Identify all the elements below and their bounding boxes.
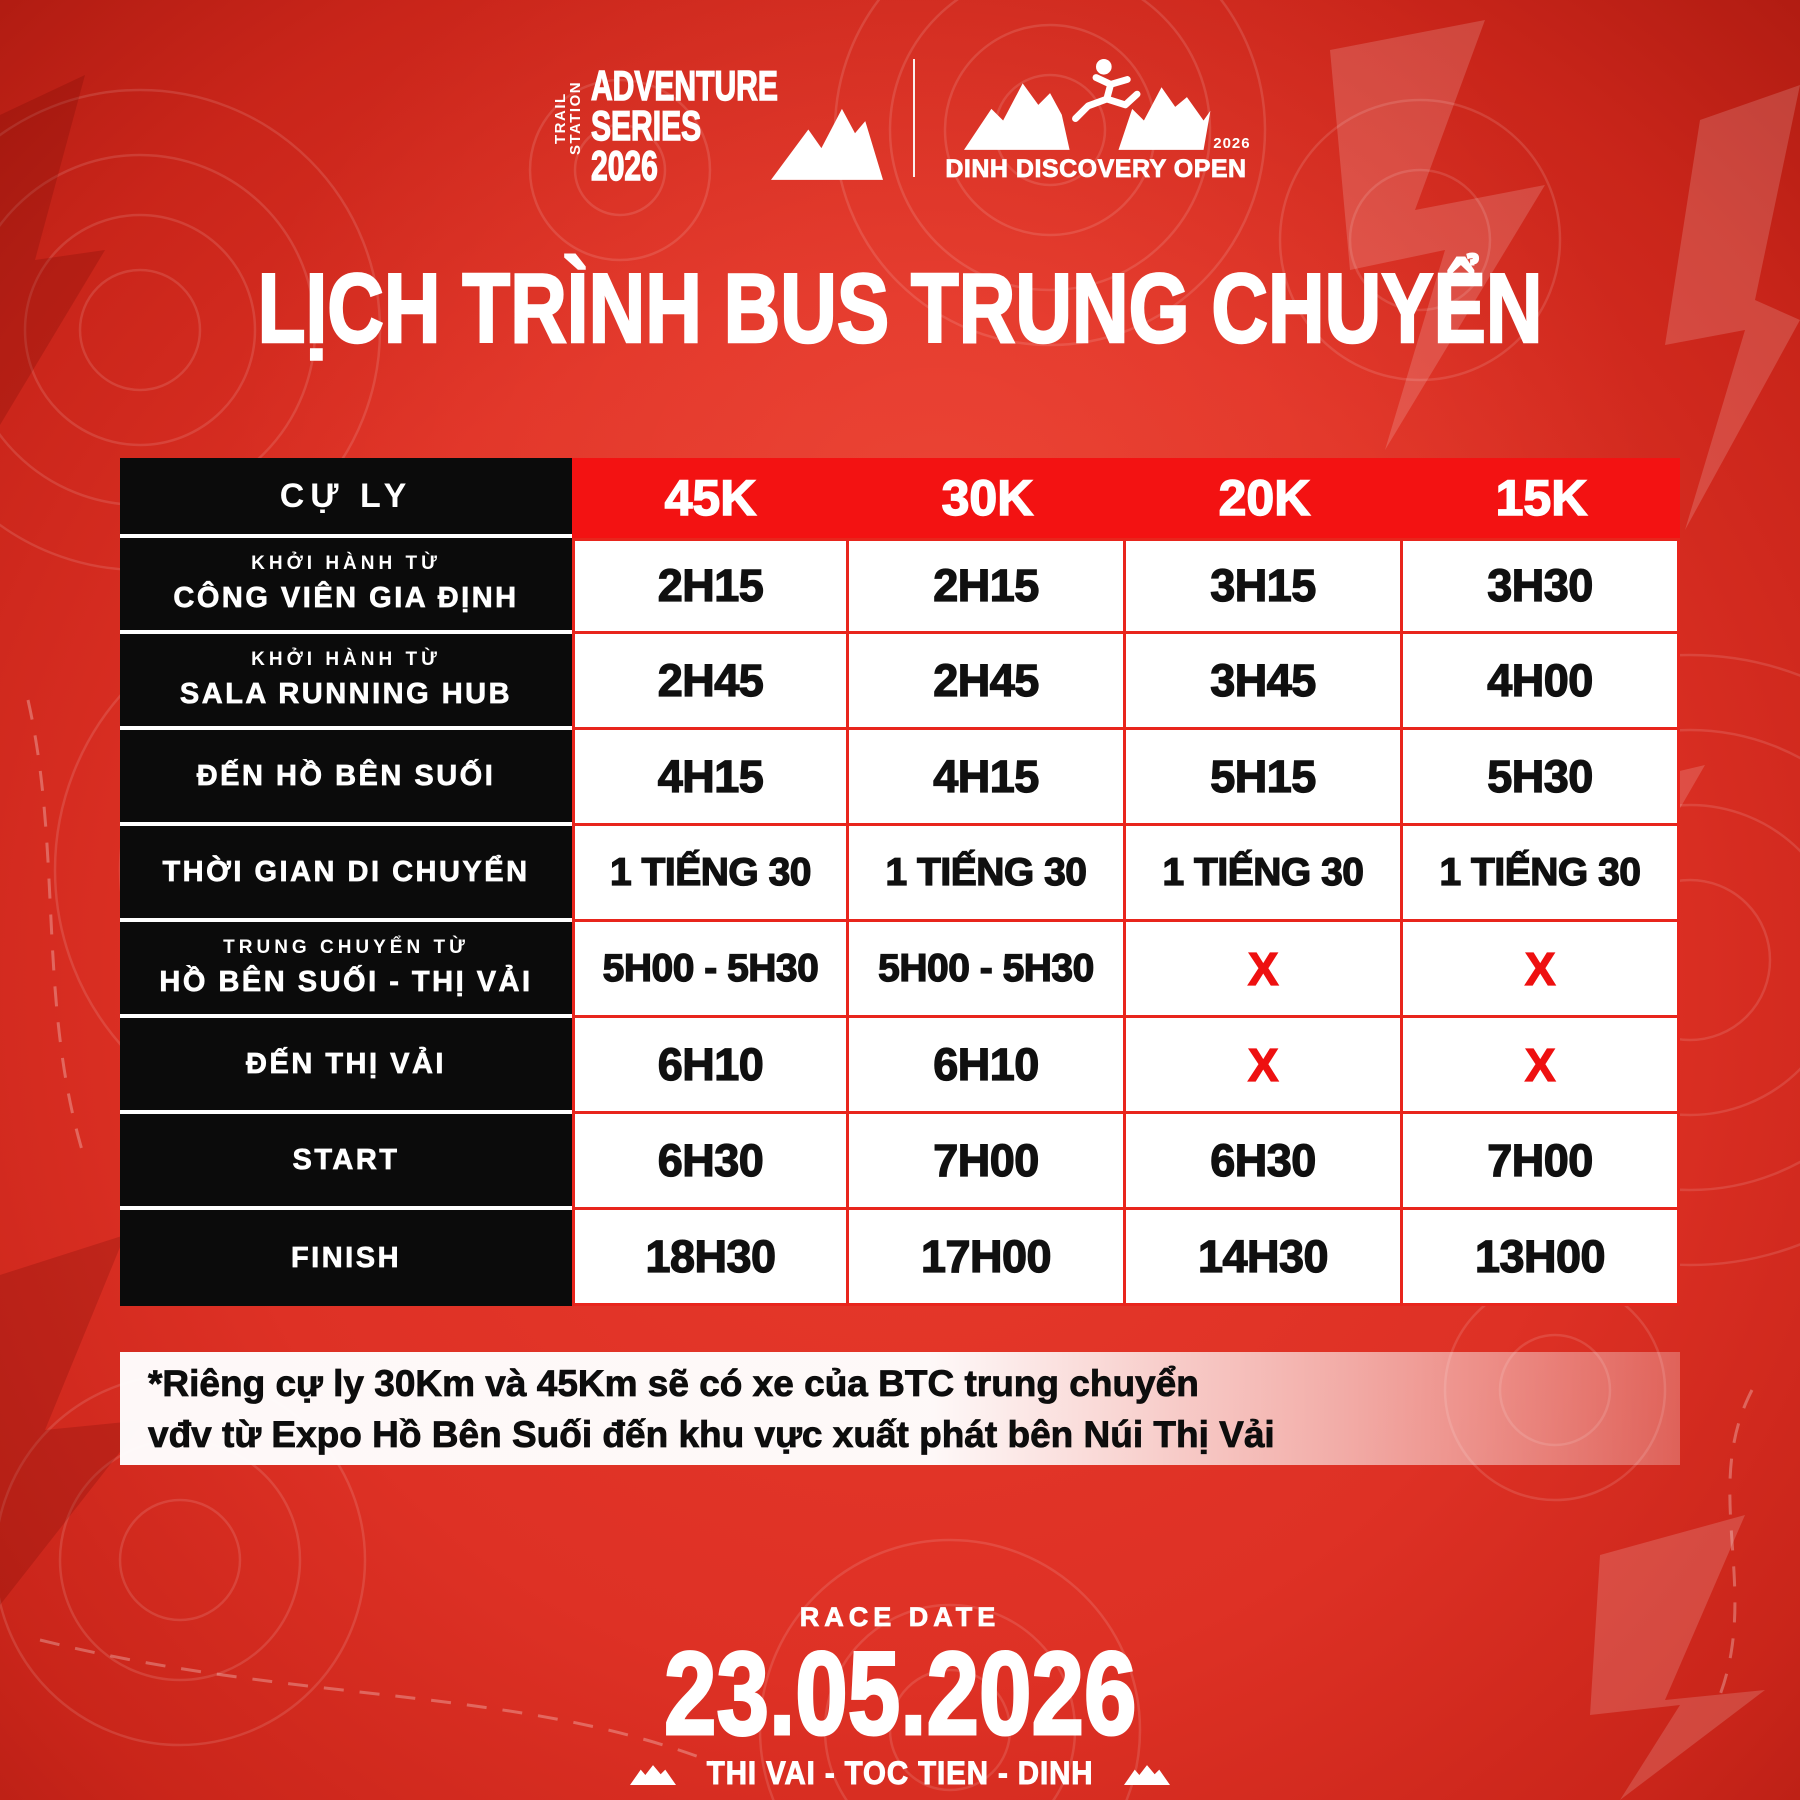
schedule-cell: 13H00 <box>1403 1210 1680 1306</box>
row-label-main: CÔNG VIÊN GIA ĐỊNH <box>173 582 519 614</box>
row-label-den-thi-vai <box>120 1018 572 1114</box>
distance-header-15k: 15K <box>1403 458 1680 538</box>
schedule-cell: X <box>1403 922 1680 1018</box>
mountain-icon-left <box>630 1762 676 1785</box>
schedule-cell: 6H30 <box>572 1114 849 1210</box>
row-label-trung-chuyen-ho-ben-suoi-thi-vai <box>120 922 572 1018</box>
schedule-cell: 2H45 <box>849 634 1126 730</box>
distance-header-45k: 45K <box>572 458 849 538</box>
distance-header-30k: 30K <box>849 458 1126 538</box>
schedule-cell: 6H30 <box>1126 1114 1403 1210</box>
row-label-main: ĐẾN THỊ VẢI <box>246 1047 446 1080</box>
schedule-cell: X <box>1126 1018 1403 1114</box>
schedule-cell: 3H45 <box>1126 634 1403 730</box>
logo-line-year: 2026 <box>591 142 659 189</box>
schedule-cell: 4H15 <box>849 730 1126 826</box>
footer <box>0 1602 1800 1792</box>
logo-name-label: DINH DISCOVERY OPEN <box>945 155 1247 183</box>
note-line-1: *Riêng cự ly 30Km và 45Km sẽ có xe của BTC trung chuyển <box>148 1362 1199 1404</box>
schedule-cell: 6H10 <box>849 1018 1126 1114</box>
row-label-main: SALA RUNNING HUB <box>179 678 513 710</box>
row-label-top: TRUNG CHUYỂN TỪ <box>223 937 469 958</box>
bus-schedule-table <box>120 458 1680 1306</box>
race-date-label: RACE DATE <box>799 1602 1001 1632</box>
header-logos <box>0 52 1800 189</box>
schedule-cell: 2H15 <box>849 538 1126 634</box>
row-label-finish <box>120 1210 572 1306</box>
logo-year-label: 2026 <box>1213 135 1251 152</box>
schedule-cell: 5H00 - 5H30 <box>572 922 849 1018</box>
trail-station-label: TRAIL STATION <box>552 80 585 156</box>
schedule-cell: 3H15 <box>1126 538 1403 634</box>
schedule-cell: 6H10 <box>572 1018 849 1114</box>
row-label-main: ĐẾN HỒ BÊN SUỐI <box>196 759 496 792</box>
row-label-thoi-gian-di-chuyen <box>120 826 572 922</box>
row-label-main: FINISH <box>290 1241 402 1274</box>
schedule-cell: 4H00 <box>1403 634 1680 730</box>
schedule-cell: 5H15 <box>1126 730 1403 826</box>
schedule-cell: 14H30 <box>1126 1210 1403 1306</box>
adventure-series-lines <box>591 56 779 189</box>
mountain-icon-right <box>1124 1762 1170 1785</box>
schedule-cell: 1 TIẾNG 30 <box>849 826 1126 922</box>
mountain-icon <box>771 92 883 180</box>
schedule-cell: X <box>1403 1018 1680 1114</box>
schedule-cell: 7H00 <box>1403 1114 1680 1210</box>
schedule-cell: 1 TIẾNG 30 <box>1126 826 1403 922</box>
page-title: LỊCH TRÌNH BUS TRUNG CHUYỂN <box>257 253 1543 363</box>
row-label-top: KHỞI HÀNH TỪ <box>251 649 441 670</box>
schedule-cell: 5H00 - 5H30 <box>849 922 1126 1018</box>
note-line-2: vđv từ Expo Hồ Bên Suối đến khu vực xuất phát bên Núi Thị Vải <box>148 1413 1275 1455</box>
schedule-cell: 17H00 <box>849 1210 1126 1306</box>
schedule-cell: X <box>1126 922 1403 1018</box>
race-date: 23.05.2026 <box>663 1628 1137 1760</box>
schedule-cell: 3H30 <box>1403 538 1680 634</box>
schedule-cell: 1 TIẾNG 30 <box>1403 826 1680 922</box>
schedule-cell: 7H00 <box>849 1114 1126 1210</box>
row-label-main: HỒ BÊN SUỐI - THỊ VẢI <box>159 966 533 998</box>
row-label-cong-vien-gia-dinh <box>120 538 572 634</box>
locations-text: THI VAI - TOC TIEN - DINH <box>706 1755 1094 1791</box>
row-label-main: THỜI GIAN DI CHUYỂN <box>162 855 530 888</box>
runner-mountain-icon <box>964 52 1228 150</box>
schedule-cell: 4H15 <box>572 730 849 826</box>
row-label-start <box>120 1114 572 1210</box>
trail-station-adventure-series-logo <box>552 56 883 189</box>
schedule-cell: 18H30 <box>572 1210 849 1306</box>
logo-divider <box>913 59 915 177</box>
note-box <box>120 1352 1680 1465</box>
row-label-den-ho-ben-suoi <box>120 730 572 826</box>
schedule-cell: 2H45 <box>572 634 849 730</box>
row-label-main: START <box>292 1143 400 1176</box>
dinh-discovery-open-logo <box>945 52 1251 184</box>
schedule-cell: 1 TIẾNG 30 <box>572 826 849 922</box>
logo-line-series: SERIES <box>591 102 702 149</box>
schedule-cell: 5H30 <box>1403 730 1680 826</box>
row-label-top: KHỞI HÀNH TỪ <box>251 553 441 574</box>
schedule-cell: 2H15 <box>572 538 849 634</box>
distance-header-20k: 20K <box>1126 458 1403 538</box>
corner-header-cu-ly: CỰ LY <box>120 458 572 538</box>
row-label-sala-running-hub <box>120 634 572 730</box>
locations-line <box>630 1755 1170 1792</box>
logo-line-adventure: ADVENTURE <box>591 62 779 109</box>
